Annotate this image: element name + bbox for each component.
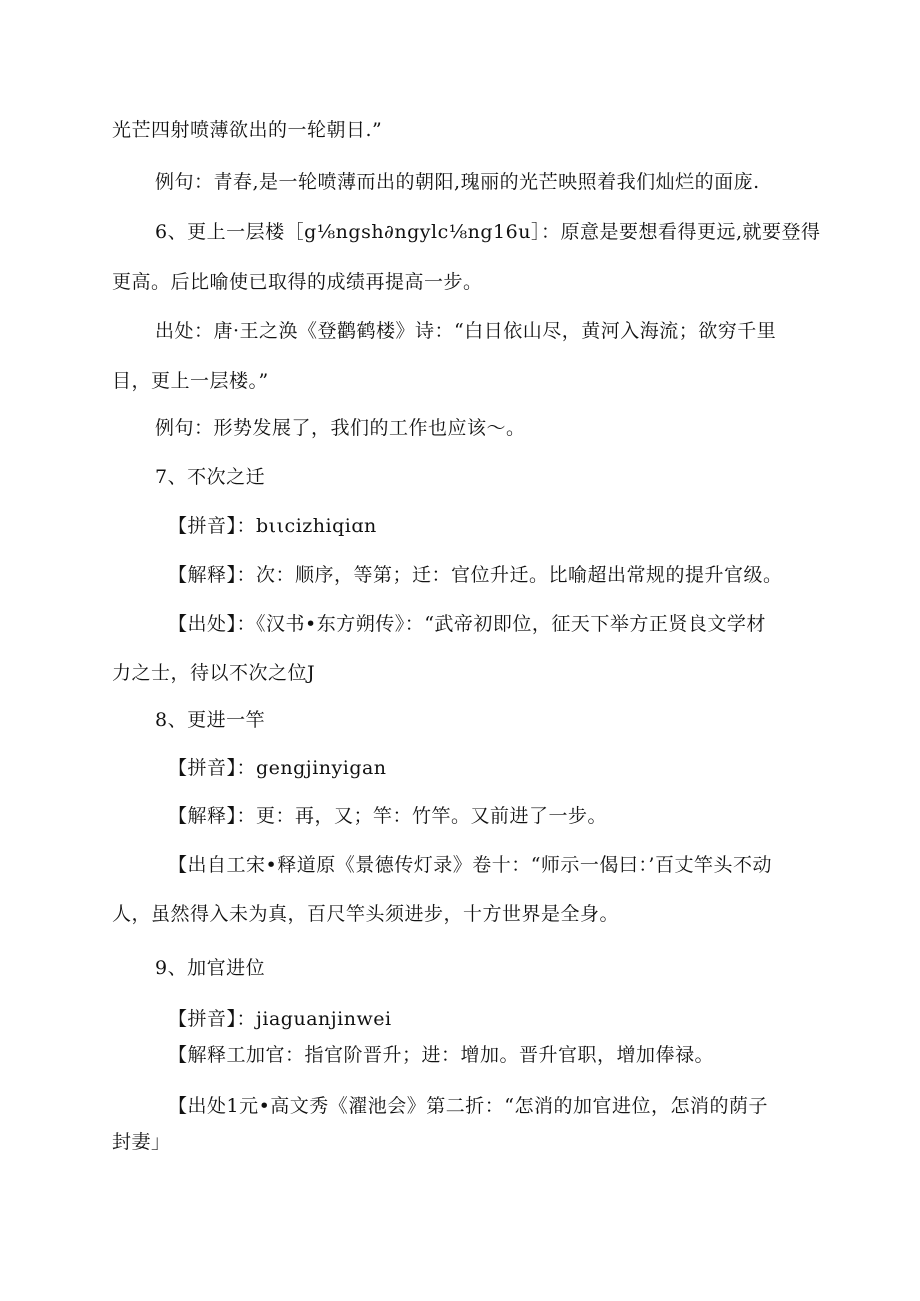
text-line-20: 【解释工加官：指官阶晋升；进：增加。晋升官职，增加俸禄。: [168, 1044, 715, 1066]
text-line-15: 【解释】：更：再，又；竿：竹竿。又前进了一步。: [168, 805, 608, 827]
text-line-3: 6、更上一层楼［g⅛ngsh∂ngylc⅛ng16u］：原意是要想看得更远,就要登得: [155, 221, 821, 243]
text-line-13: 8、更进一竿: [155, 709, 266, 731]
text-line-19: 【拼音】：jiaguanjinwei: [168, 1008, 392, 1030]
text-line-6: 目，更上一层楼。”: [112, 370, 269, 392]
text-line-22: 封妻」: [112, 1131, 171, 1153]
text-line-14: 【拼音】：gengjinyigan: [168, 757, 387, 779]
text-line-18: 9、加官进位: [155, 957, 266, 979]
text-line-12: 力之士，待以不次之位J: [112, 662, 316, 684]
text-line-4: 更高。后比喻使已取得的成绩再提高一步。: [112, 271, 483, 293]
text-line-7: 例句：形势发展了，我们的工作也应该～。: [155, 417, 526, 439]
text-line-5: 出处：唐·王之涣《登鹳鹤楼》诗：“白日依山尽，黄河入海流；欲穷千里: [155, 320, 777, 342]
text-line-9: 【拼音】：bιιcizhiqiɑn: [168, 515, 377, 537]
text-line-10: 【解释】：次：顺序，等第；迁：官位升迁。比喻超出常规的提升官级。: [168, 564, 783, 586]
text-line-16: 【出自工宋•释道原《景德传灯录》卷十：“师示一偈曰：’百丈竿头不动: [168, 854, 772, 876]
text-line-11: 【出处】：《汉书•东方朔传》：“武帝初即位，征天下举方正贤良文学材: [168, 613, 766, 635]
text-line-8: 7、不次之迁: [155, 466, 266, 488]
text-line-2: 例句：青春,是一轮喷薄而出的朝阳,瑰丽的光芒映照着我们灿烂的面庞.: [155, 171, 760, 193]
text-line-1: 光芒四射喷薄欲出的一轮朝日.”: [112, 119, 383, 141]
text-line-17: 人，虽然得入未为真，百尺竿头须进步，十方世界是全身。: [112, 903, 620, 925]
text-line-21: 【出处1元•高文秀《濯池会》第二折：“怎消的加官进位，怎消的荫子: [168, 1095, 769, 1117]
